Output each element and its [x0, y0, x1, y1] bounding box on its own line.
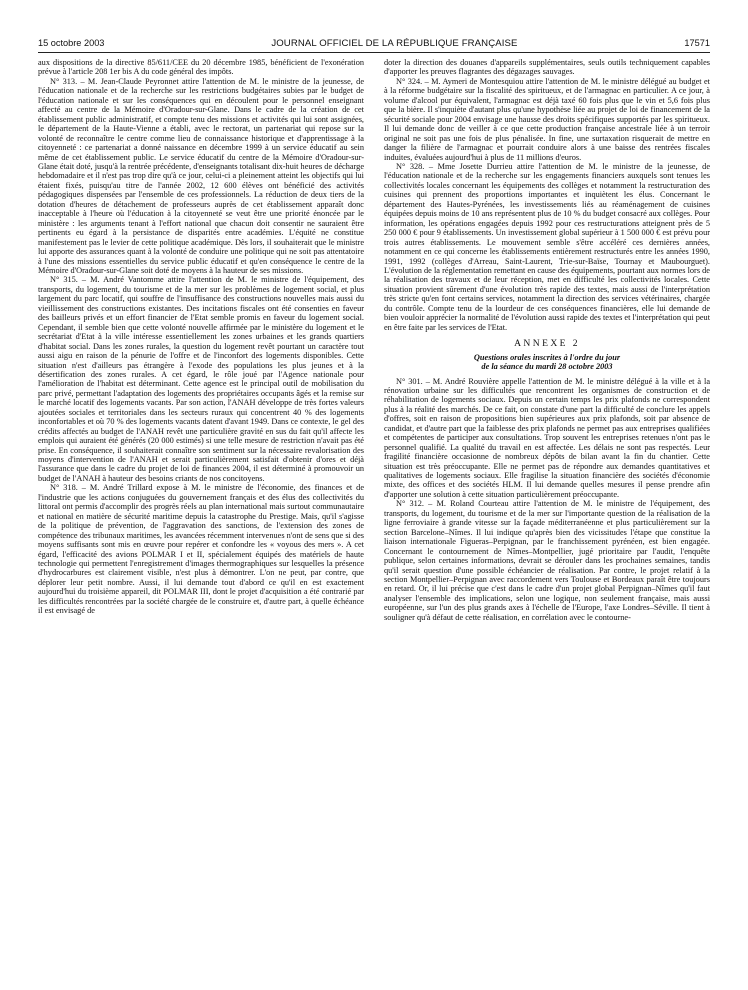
left-column: [38, 58, 364, 622]
right-column: [384, 58, 710, 622]
annexe-title: ANNEXE 2: [514, 338, 580, 350]
question-324: N° 324. – M. Aymeri de Montesquiou attire l'attention de M. le ministre délégué au budget et à la réforme budgétaire sur la fiscalité des spiritueux, et de l'armagnac en particulier. A ce jour, à volume d'alcool pur équivalent, l'armagnac est déjà taxé 60 fois plus que le vin et 5,6 fois plus que la bière. Il s'inquiète d'autant plus qu'une hypothèse liée au projet de loi de financement de la sécurité sociale pour 2004 envisage une hausse des droits spécifiques supportés par les spiritueux. Il lui demande donc de veiller à ce que cette production française ancestrale liée à un terroir original ne soit pas une fois de plus pénalisée. In fine, une surtaxation risquerait de mettre en danger la filière de l'armagnac et pourrait conduire alors à une baisse des rentrées fiscales induites, évaluées aujourd'hui à plus de 11 millions d'euros.: [384, 76, 710, 162]
question-301: N° 301. – M. André Rouvière appelle l'attention de M. le ministre délégué à la ville et à la rénovation urbaine sur les difficultés que rencontrent les organismes de construction et de réhabilitation de logements sociaux. Depuis un certain temps les prix plafonds ne correspondent plus à la réalité des marchés. De ce fait, on constate d'une part la difficulté de conclure les appels d'offres, soit en raison de propositions bien supérieures aux prix plafonds, soit par absence de candidat, et d'autre part que la faiblesse des prix plafonds ne permet pas aux entreprises qualifiées et compétentes de participer aux consultations. Trop souvent les entreprises retenues n'ont pas le personnel qualifié. La qualité du travail en est affectée. Les délais ne sont pas respectés. Leur fragilité financière occasionne de nombreux dépôts de bilan avant la fin du chantier. Cette situation est très préoccupante. Elle ne permet pas de répondre aux demandes quantitatives et qualitatives de logements sociaux. Elle fragilise la situation financière des sociétés d'économie mixte, des offices et des sociétés HLM. Il lui demande quelles mesures il pense prendre afin d'apporter une solution à cette situation particulièrement préoccupante.: [384, 376, 710, 499]
page-number: 17571: [684, 38, 710, 48]
header-title: JOURNAL OFFICIEL DE LA RÉPUBLIQUE FRANÇAISE: [271, 38, 518, 49]
question-312: N° 312. – M. Roland Courteau attire l'attention de M. le ministre de l'équipement, des transports, du logement, du tourisme et de la mer sur l'importante question de la réalisation de la ligne ferroviaire à grande vitesse sur la façade méditerranéenne et plus particulièrement sur la section Barcelone–Nîmes. Il lui indique qu'après bien des vicissitudes l'étape que constitue la liaison internationale Figueras–Perpignan, par le franchissement pyrénéen, est bien engagée. Concernant le contournement de Nîmes–Montpellier, jugé prioritaire par l'audit, l'enquête publique, selon certaines informations, devrait se dérouler dans les prochaines semaines, tandis qu'il serait question d'une possible échéancier de réalisation. Par contre, le projet relatif à la section Montpellier–Perpignan avec raccordement vers Toulouse et Bordeaux paraît être toujours en retard. Or, il lui précise que c'est dans le cadre d'un projet global Perpignan–Nîmes qu'il faut analyser l'ensemble des implications, selon une logique, non seulement française, mais aussi européenne, sur l'un des plus grands axes à l'échelle de l'Europe, l'axe Londres–Séville. Il tient à souligner qu'à défaut de cette réalisation, en corrélation avec le contourne-: [384, 499, 710, 622]
paragraph-continuation: aux dispositions de la directive 85/611/CEE du 20 décembre 1985, bénéficient de l'exonération prévue à l'article 208 1er bis A du code général des impôts.: [38, 58, 364, 77]
question-318: N° 318. – M. André Trillard expose à M. le ministre de l'économie, des finances et de l'industrie que les actions conjuguées du gouvernement français et des élus des collectivités du littoral ont permis d'accomplir des progrès réels au plan international mais surtout communautaire et national en matière de sécurité maritime depuis la catastrophe du Prestige. Mais, qu'il s'agisse de la politique de prévention, de l'aggravation des sanctions, de l'extension des zones de compétence des tribunaux maritimes, les avancées récemment intervenues n'ont de sens que si des moyens suffisants sont mis en œuvre pour repérer et confondre les « voyous des mers ». A cet égard, l'efficacité des avions POLMAR I et II, spécialement équipés des matériels de haute technologie qui permettent l'enregistrement d'images thermographiques sur lesquelles la présence d'hydrocarbures est clairement visible, n'est plus à démontrer. L'on ne peut, par contre, que déplorer leur petit nombre. Aussi, il lui demande tout d'abord ce qu'il en est exactement aujourd'hui du troisième appareil, dit POLMAR III, dont le projet d'acquisition a été contrarié par les difficultés rencontrées par la société chargée de le construire et, d'autre part, à quelle échéance il est envisagé de: [38, 483, 364, 616]
annexe-subtitle-line-1: Questions orales inscrites à l'ordre du jour: [473, 352, 621, 362]
header-rule: [38, 52, 710, 53]
annexe-subtitle-line-2: de la séance du mardi 28 octobre 2003: [481, 362, 613, 372]
question-313: N° 313. – M. Jean-Claude Peyronnet attire l'attention de M. le ministre de la jeunesse, de l'éducation nationale et de la recherche sur les restrictions budgétaires subies par le budget de l'éducation nationale et sur les conséquences qui en découlent pour le personnel enseignant affecté au centre de la Mémoire d'Oradour-sur-Glane. Dans le cadre de la création de cet établissement public administratif, et compte tenu des missions et activités qui lui sont assignées, le département de la Haute-Vienne a établi, avec le rectorat, un partenariat qui repose sur la volonté de reconnaître le centre comme lieu de connaissance historique et d'apprentissage à la citoyenneté : ce partenariat a donné naissance en décembre 1999 à un service éducatif au sein même de cet établissement public. Le service éducatif du centre de la Mémoire d'Oradour-sur-Glane était doté, jusqu'à la rentrée précédente, d'enseignants totalisant dix-huit heures de décharge hebdomadaire et il n'est pas trop dire qu'à ce jour, celui-ci a pleinement atteint les objectifs qui lui étaient fixés, puisqu'au titre de l'année 2002, 12 600 élèves ont bénéficié des activités pédagogiques dispensées par l'ensemble de ces professionnels. La réduction de deux tiers de la dotation d'heures de détachement de professeurs auprès de cet établissement apparaît donc inacceptable à l'heure où l'éducation à la citoyenneté se veut être une priorité énoncée par le ministère : les arguments tenant à l'effort national que chacun doit consentir ne sauraient être pertinents eu égard à la persistance de disparités entre académies. L'équité ne constitue manifestement pas le levier de cette politique académique. Dès lors, il souhaiterait que le ministre lui apporte des assurances quant à la volonté de conduire une politique qui ne soit pas attentatoire à l'une des missions essentielles du service public éducatif et qu'en conséquence le centre de la Mémoire d'Oradour-sur-Glane soit doté de moyens à la hauteur de ses missions.: [38, 76, 364, 275]
annexe-subtitle: [384, 353, 710, 372]
page-header: [38, 38, 710, 49]
question-315: N° 315. – M. André Vantomme attire l'attention de M. le ministre de l'équipement, des transports, du logement, du tourisme et de la mer sur les problèmes de logement social, et plus largement du parc locatif, qui souffre de l'insuffisance des constructions nouvelles mais aussi du vieillissement des constructions existantes. Des incitations fiscales ont été consenties en faveur des bailleurs privés et un effort financier de l'Etat semble promis en faveur du logement social. Cependant, il semble bien que cette volonté nouvelle affirmée par le ministère du logement et le secrétariat d'Etat à la ville intéresse essentiellement les zones urbaines et les grands quartiers d'habitat social. Dans les zones rurales, la question du logement revêt pourtant un caractère tout aussi aigu en raison de la pénurie de l'offre et de l'inconfort des logements disponibles. Cette situation n'est d'ailleurs pas étrangère à l'exode des populations les plus jeunes et à la désertification des zones rurales. A cet égard, le rôle joué par l'Agence nationale pour l'amélioration de l'habitat est déterminant. Cette agence est le principal outil de mobilisation du parc privé, permettant l'adaptation des logements des propriétaires occupants âgés et la remise sur le marché locatif des logements vacants. Par son action, l'ANAH développe de très fortes valeurs ajoutées sociales et territoriales dans les secteurs ruraux qui concentrent 40 % des logements inconfortables et où 70 % des logements vacants datent d'avant 1949. Dans ce contexte, le gel des crédits affectés au budget de l'ANAH revêt une particulière gravité en sus du fait qu'il affecte les emplois qui auraient été générés (20 000 estimés) si une telle mesure de restriction n'avait pas été prise. En conséquence, il souhaiterait connaître son sentiment sur la nécessaire revalorisation des moyens d'intervention de l'ANAH et serait particulièrement satisfait d'obtenir d'ores et déjà l'assurance que dans le cadre du projet de loi de finances 2004, il est déterminé à promouvoir un budget de l'ANAH à hauteur des besoins criants de nos concitoyens.: [38, 275, 364, 483]
header-date: 15 octobre 2003: [38, 38, 105, 48]
question-328: N° 328. – Mme Josette Durrieu attire l'attention de M. le ministre de la jeunesse, de l'éducation nationale et de la recherche sur les engagements financiers auxquels sont tenues les collectivités locales concernant les équipements des collèges et notamment la restructuration des cuisines qui prennent des proportions importantes et inquiètent les élus. Concernant le département des Hautes-Pyrénées, les investissements liés au réaménagement de cuisines équipées depuis moins de 10 ans représentent plus de 10 % du budget consacré aux collèges. Pour information, les opérations engagées depuis 1992 pour ces restructurations atteignent près de 5 250 000 € pour 9 établissements. Un investissement global supérieur à 1 500 000 € est prévu pour trois autres établissements. Le mouvement semble s'être accéléré ces dernières années, notamment en ce qui concerne les établissements entièrement restructurés entre les années 1990, 1991, 1992 (collèges d'Arreau, Saint-Laurent, Trie-sur-Baïse, Tournay et Maubourguet). L'évolution de la réglementation remettant en cause des équipements, pourtant aux normes lors de la réalisation des travaux et de leur réception, met en difficulté les collectivités locales. Cette situation provient sûrement d'une évolution très rapide des textes, mais aussi de l'interprétation très stricte qu'en font certains services, notamment la direction des services vétérinaires, chargée du contrôle. Compte tenu de la lourdeur de ces conséquences financières, elle lui demande de bien vouloir apprécier la normalité de l'évolution aussi rapide des textes et l'interprétation qui peut en être faite par les services de l'Etat.: [384, 161, 711, 332]
paragraph-continuation: doter la direction des douanes d'appareils supplémentaires, seuls outils techniquement capables d'apporter les preuves flagrantes des dégazages sauvages.: [384, 58, 710, 77]
text-columns: [38, 58, 710, 622]
